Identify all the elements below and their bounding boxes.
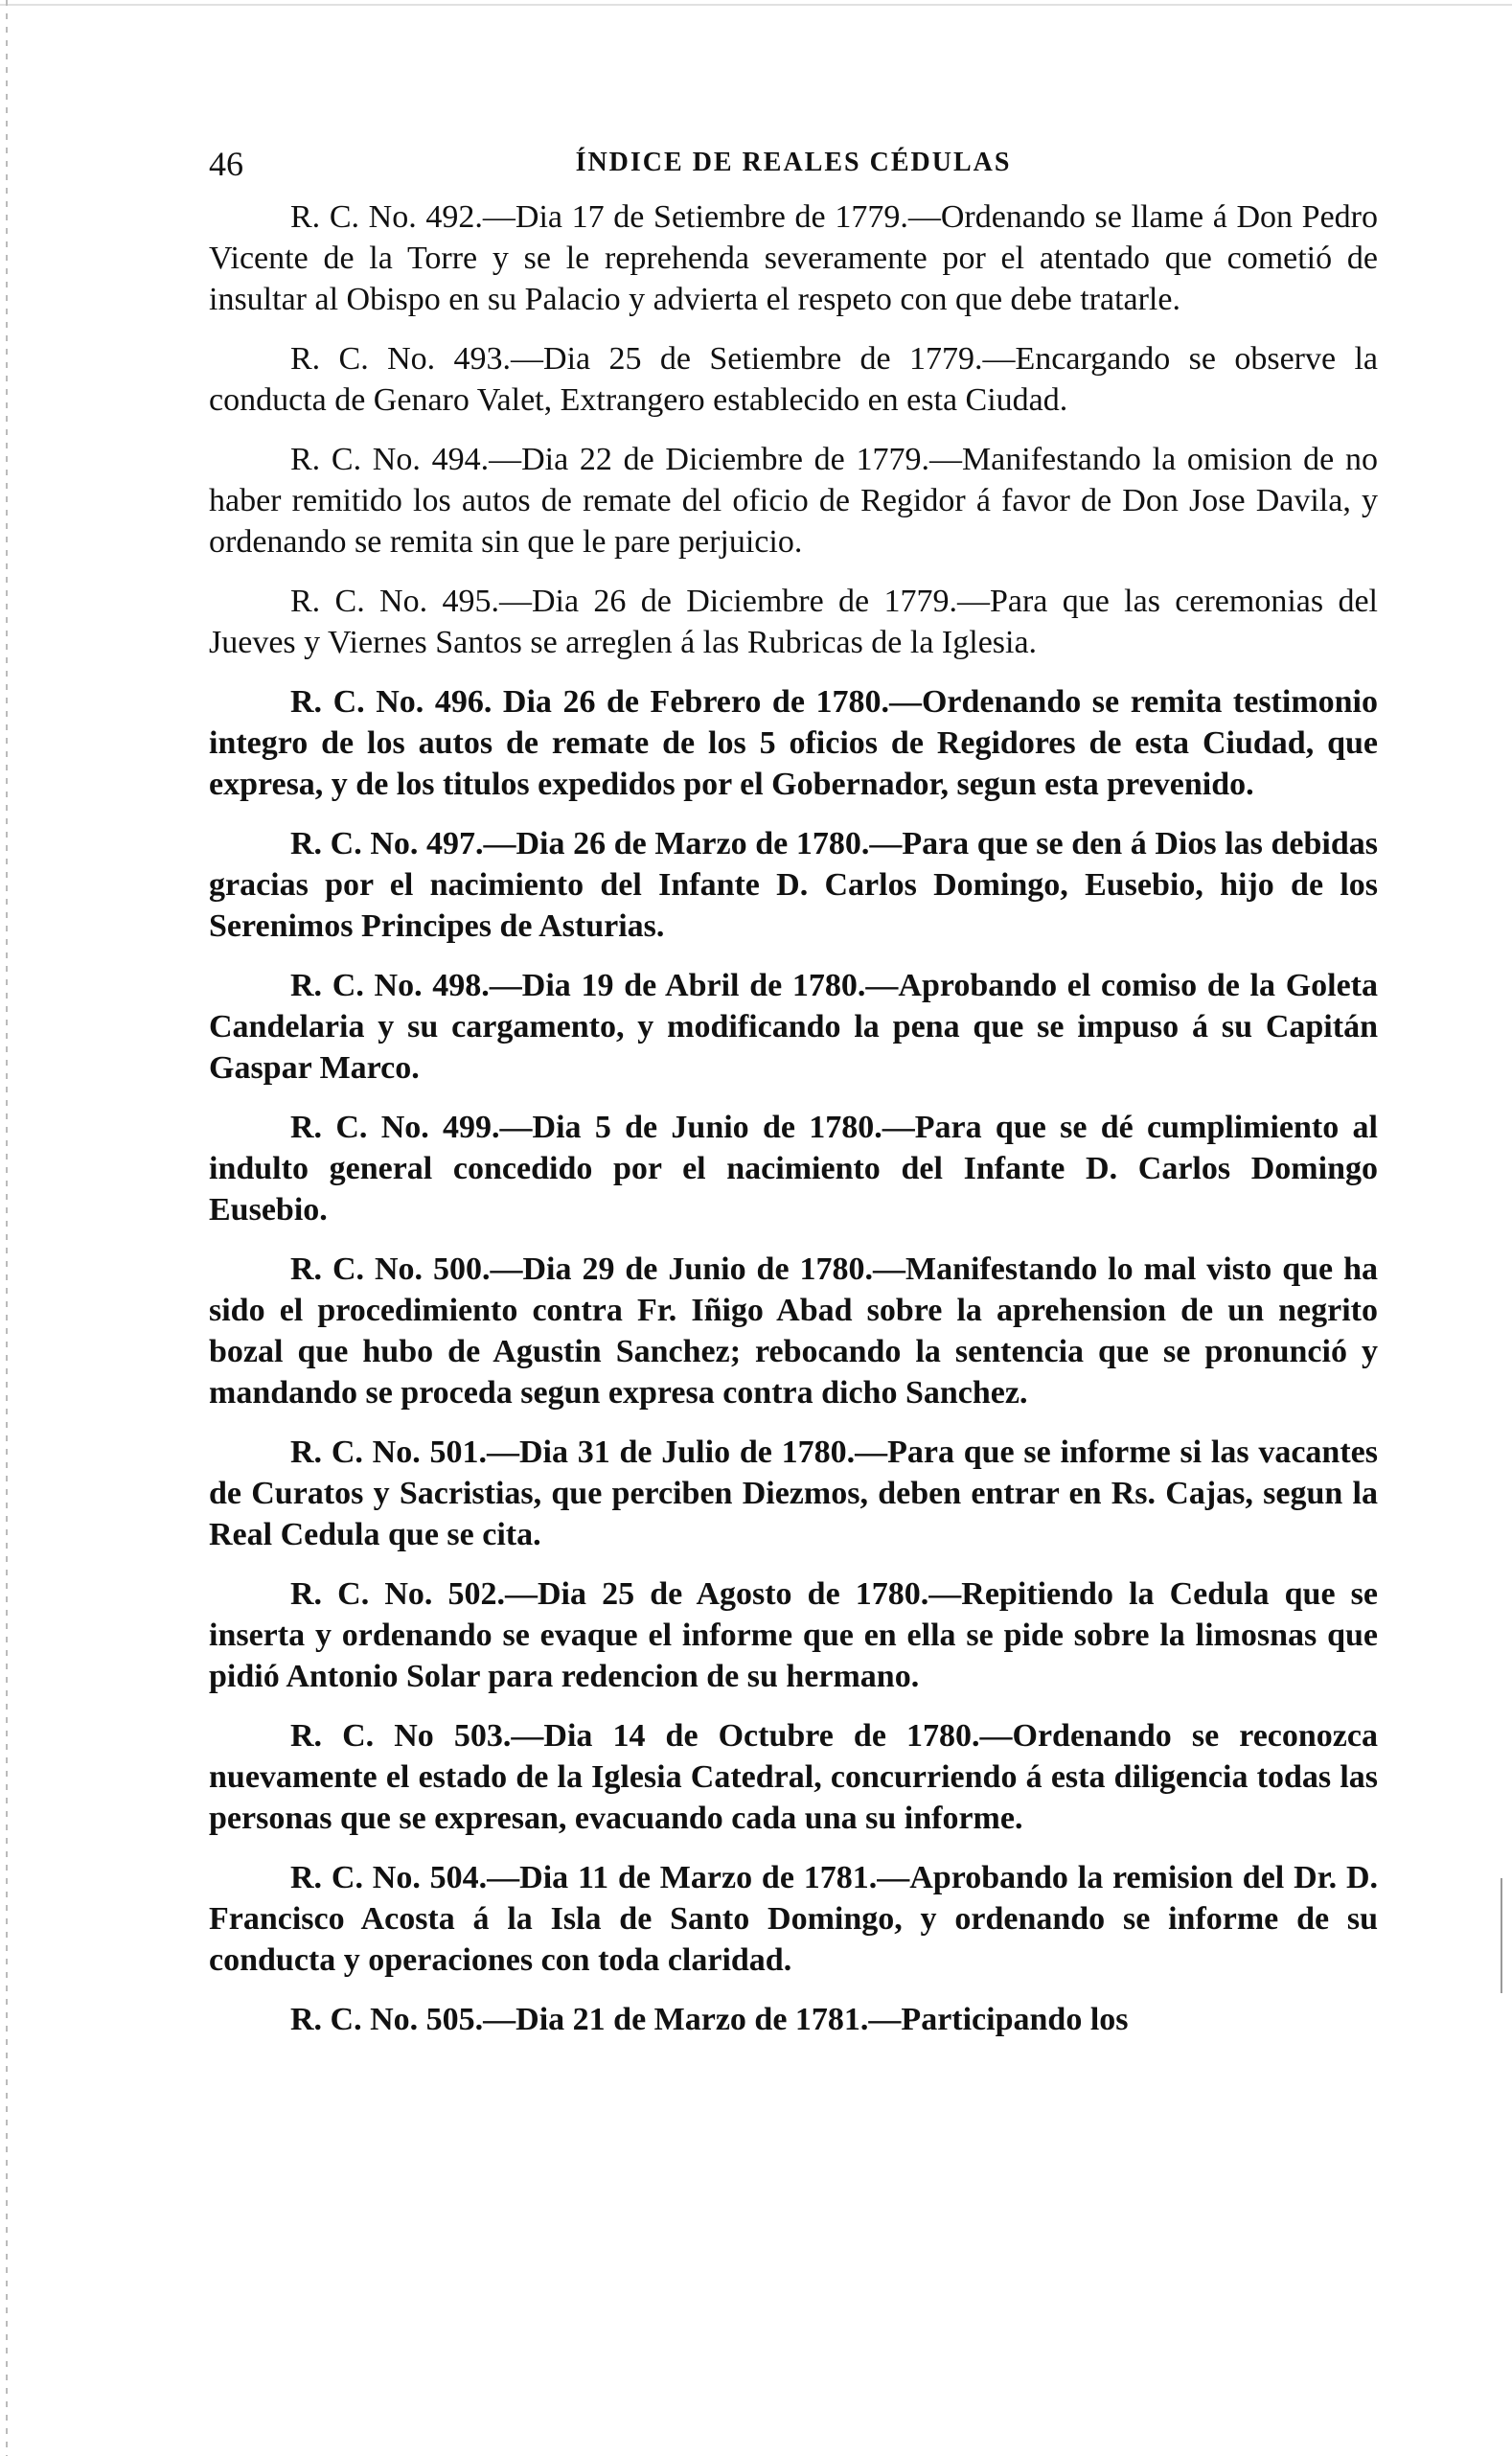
- entry-499: R. C. No. 499.—Dia 5 de Junio de 1780.—Para que se dé cumplimiento al indulto general concedido por el nacimiento del Infante D. Carlos Domingo Eusebio.: [209, 1110, 1378, 1228]
- entry-495: R. C. No. 495.—Dia 26 de Diciembre de 1779.—Para que las ceremonias del Jueves y Viernes Santos se arreglen á las Rubricas de la Iglesia.: [209, 584, 1378, 660]
- scan-left-edge: [6, 0, 8, 2456]
- entry-502: R. C. No. 502.—Dia 25 de Agosto de 1780.—Repitiendo la Cedula que se inserta y ordenando se evaque el informe que en ella se pide sobre la limosnas que pidió Antonio Solar para redencion de su hermano.: [209, 1576, 1378, 1694]
- entry-list: [209, 196, 1378, 2040]
- page-title: ÍNDICE DE REALES CÉDULAS: [575, 148, 1012, 177]
- running-header: [209, 144, 1378, 192]
- scan-right-mark: [1501, 1878, 1502, 1993]
- entry-497: R. C. No. 497.—Dia 26 de Marzo de 1780.—Para que se den á Dios las debidas gracias por el nacimiento del Infante D. Carlos Domingo, Eusebio, hijo de los Serenimos Principes de Asturias.: [209, 826, 1378, 944]
- scan-top-edge: [0, 4, 1512, 6]
- entry-492: R. C. No. 492.—Dia 17 de Setiembre de 1779.—Ordenando se llame á Don Pedro Vicente de la Torre y se le reprehenda severamente por el atentado que cometió de insultar al Obispo en su Palacio y advierta el respeto con que debe tratarle.: [209, 199, 1378, 317]
- entry-493: R. C. No. 493.—Dia 25 de Setiembre de 1779.—Encargando se observe la conducta de Genaro Valet, Extrangero establecido en esta Ciudad.: [209, 341, 1378, 418]
- entry-500: R. C. No. 500.—Dia 29 de Junio de 1780.—Manifestando lo mal visto que ha sido el procedimiento contra Fr. Iñigo Abad sobre la aprehension de un negrito bozal que hubo de Agustin Sanchez; rebocando la sentencia que se pronunció y mandando se proceda segun expresa contra dicho Sanchez.: [209, 1251, 1378, 1411]
- page-number: 46: [209, 145, 243, 183]
- entry-498: R. C. No. 498.—Dia 19 de Abril de 1780.—Aprobando el comiso de la Goleta Candelaria y su cargamento, y modificando la pena que se impuso á su Capitán Gaspar Marco.: [209, 968, 1378, 1086]
- entry-503: R. C. No 503.—Dia 14 de Octubre de 1780.—Ordenando se reconozca nuevamente el estado de la Iglesia Catedral, concurriendo á esta diligencia todas las personas que se expresan, evacuando cada una su informe.: [209, 1718, 1378, 1836]
- entry-504: R. C. No. 504.—Dia 11 de Marzo de 1781.—Aprobando la remision del Dr. D. Francisco Acosta á la Isla de Santo Domingo, y ordenando se informe de su conducta y operaciones con toda claridad.: [209, 1860, 1378, 1978]
- entry-494: R. C. No. 494.—Dia 22 de Diciembre de 1779.—Manifestando la omision de no haber remitido los autos de remate del oficio de Regidor á favor de Don Jose Davila, y ordenando se remita sin que le pare perjuicio.: [209, 442, 1378, 560]
- entry-505: R. C. No. 505.—Dia 21 de Marzo de 1781.—Participando los: [290, 2002, 1129, 2037]
- entry-496: R. C. No. 496. Dia 26 de Febrero de 1780.—Ordenando se remita testimonio integro de los autos de remate de los 5 oficios de Regidores de esta Ciudad, que expresa, y de los titulos expedidos por el Gobernador, segun esta prevenido.: [209, 684, 1378, 802]
- entry-501: R. C. No. 501.—Dia 31 de Julio de 1780.—Para que se informe si las vacantes de Curatos y Sacristias, que perciben Diezmos, deben entrar en Rs. Cajas, segun la Real Cedula que se cita.: [209, 1435, 1378, 1552]
